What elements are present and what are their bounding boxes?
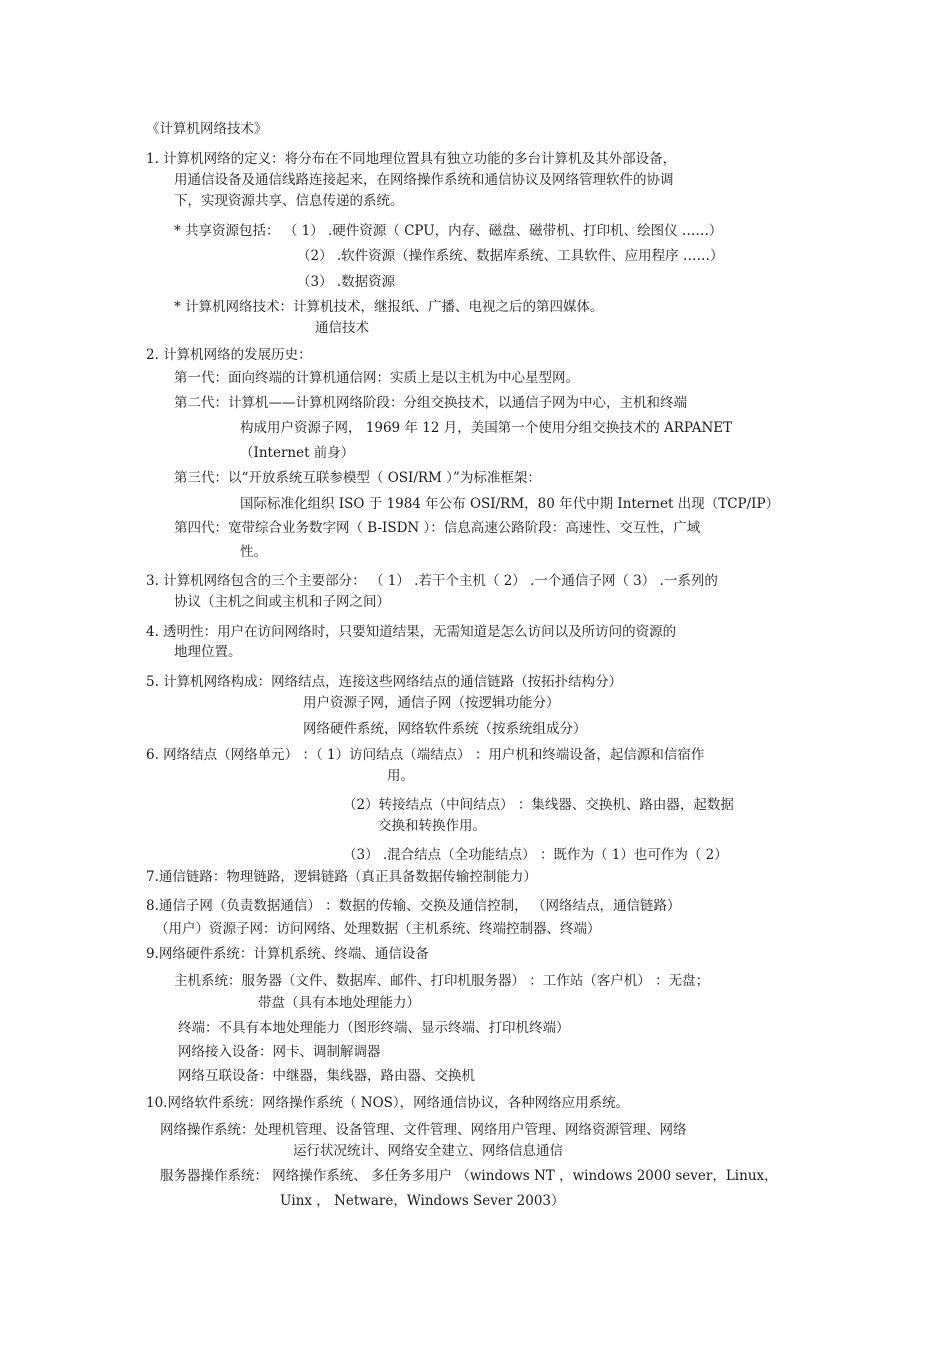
text-line: 第四代：宽带综合业务数字网（ B-ISDN ）：信息高速公路阶段：高速性、交互性，广域 (174, 520, 701, 536)
text-line: 交换和转换作用。 (378, 818, 486, 834)
text-line: 用。 (387, 768, 414, 784)
text-line: 8.通信子网（负责数据通信） ：数据的传输、交换及通信控制， （网络结点，通信链路） (146, 898, 681, 914)
text-line: 第二代：计算机——计算机网络阶段：分组交换技术，以通信子网为中心，主机和终端 (174, 395, 687, 411)
text-line: 地理位置。 (174, 644, 242, 660)
text-line: 5. 计算机网络构成：网络结点，连接这些网络结点的通信链路（按拓扑结构分） (146, 674, 623, 690)
text-line: 运行状况统计、网络安全建立、网络信息通信 (293, 1143, 563, 1159)
text-line: （2） .软件资源（操作系统、数据库系统、工具软件、应用程序 ……） (297, 248, 724, 264)
text-line: 1. 计算机网络的定义：将分布在不同地理位置具有独立功能的多台计算机及其外部设备， (146, 151, 677, 167)
text-line: 10.网络软件系统：网络操作系统（ NOS），网络通信协议，各种网络应用系统。 (146, 1095, 630, 1111)
text-line: 2. 计算机网络的发展历史： (146, 347, 312, 363)
text-line: 构成用户资源子网， 1969 年 12 月，美国第一个使用分组交换技术的 ARPANET (240, 420, 733, 436)
text-line: （3） .数据资源 (297, 274, 396, 290)
text-line: 4. 透明性：用户在访问网络时，只要知道结果，无需知道是怎么访问以及所访问的资源的 (146, 624, 677, 640)
text-line: 国际标准化组织 ISO 于 1984 年公布 OSI/RM，80 年代中期 Internet 出现（TCP/IP） (240, 496, 780, 512)
text-line: 网络互联设备：中继器，集线器，路由器、交换机 (178, 1068, 475, 1084)
text-line: 网络硬件系统，网络软件系统（按系统组成分） (303, 721, 587, 737)
text-line: * 计算机网络技术：计算机技术，继报纸、广播、电视之后的第四媒体。 (174, 299, 604, 315)
text-line: 协议（主机之间或主机和子网之间） (174, 594, 390, 610)
text-line: 服务器操作系统： 网络操作系统、 多任务多用户 （windows NT ，windows 2000 sever，Linux， (160, 1168, 778, 1184)
text-line: 7.通信链路：物理链路，逻辑链路（真正具备数据传输控制能力） (146, 869, 537, 885)
text-line: 用通信设备及通信线路连接起来，在网络操作系统和通信协议及网络管理软件的协调 (174, 172, 674, 188)
text-line: 主机系统：服务器（文件、数据库、邮件、打印机服务器） ：工作站（客户机） ：无盘； (174, 973, 710, 989)
text-line: 6. 网络结点（网络单元） ：（ 1）访问结点（端结点） ：用户机和终端设备，起信源和信宿作 (146, 747, 705, 763)
text-line: 带盘（具有本地处理能力） (258, 995, 420, 1011)
text-line: 下，实现资源共享、信息传递的系统。 (174, 193, 404, 209)
text-line: 网络接入设备：网卡、调制解调器 (178, 1044, 381, 1060)
doc-title: 《计算机网络技术》 (146, 121, 268, 137)
text-line: 第一代：面向终端的计算机通信网：实质上是以主机为中心星型网。 (174, 370, 579, 386)
text-line: （3） .混合结点（全功能结点） ：既作为（ 1）也可作为（ 2） (343, 847, 728, 863)
text-line: 9.网络硬件系统：计算机系统、终端、通信设备 (146, 946, 429, 962)
text-line: 网络操作系统：处理机管理、设备管理、文件管理、网络用户管理、网络资源管理、网络 (160, 1122, 687, 1138)
text-line: 第三代：以“开放系统互联参模型（ OSI/RM ）”为标准框架： (174, 470, 541, 486)
text-line: （Internet 前身） (240, 445, 355, 461)
text-line: 性。 (240, 544, 267, 560)
text-line: （用户）资源子网：访问网络、处理数据（主机系统、终端控制器、终端） (155, 921, 601, 937)
text-line: 终端：不具有本地处理能力（图形终端、显示终端、打印机终端） (178, 1020, 570, 1036)
text-line: * 共享资源包括： （ 1） .硬件资源（ CPU，内存、磁盘、磁带机、打印机、绘图仪 ……） (174, 223, 723, 239)
text-line: 3. 计算机网络包含的三个主要部分： （ 1） .若干个主机（ 2） .一个通信子网（ 3） .一系列的 (146, 573, 718, 589)
text-line: Uinx ， Netware，Windows Sever 2003） (280, 1193, 565, 1209)
text-line: 通信技术 (315, 320, 369, 336)
text-line: 用户资源子网，通信子网（按逻辑功能分） (303, 695, 560, 711)
text-line: （2）转接结点（中间结点） ：集线器、交换机、路由器，起数据 (343, 797, 734, 813)
